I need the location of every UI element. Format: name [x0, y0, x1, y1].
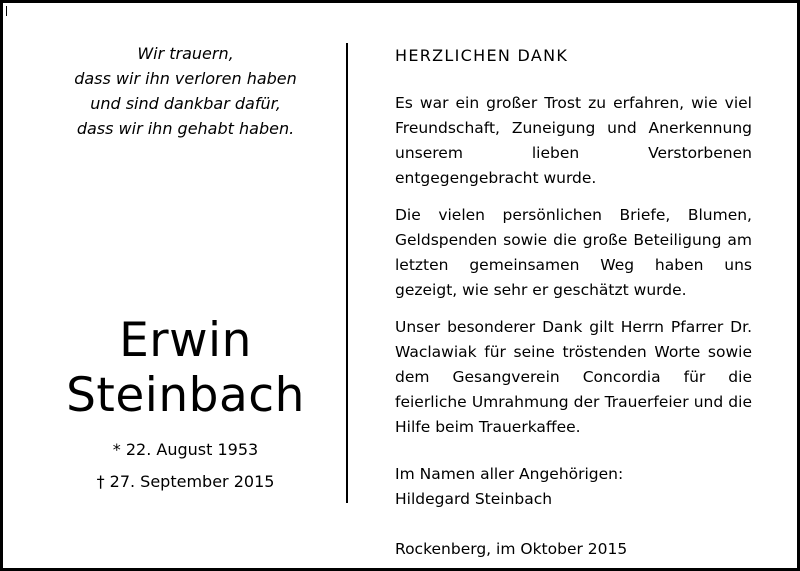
first-name: Erwin [119, 313, 252, 368]
place-date: Rockenberg, im Oktober 2015 [395, 540, 628, 558]
thanks-paragraph: Es war ein großer Trost zu erfahren, wie viel Freundschaft, Zuneigung und Anerkennung unserem lieben Verstorbenen entgegengebracht wurde. [395, 94, 752, 187]
thanks-column [395, 43, 752, 562]
poem-line: dass wir ihn gehabt haben. [76, 119, 295, 138]
birth-date: * 22. August 1953 [112, 440, 259, 459]
thanks-paragraph: Die vielen persönlichen Briefe, Blumen, Geldspenden sowie die große Beteiligung am letzten gemeinsamen Weg haben uns gezeigt, wie sehr er geschätzt wurde. [395, 206, 752, 299]
column-divider [346, 43, 348, 503]
poem-line: dass wir ihn verloren haben [74, 69, 297, 88]
thanks-heading: HERZLICHEN DANK [395, 46, 569, 65]
life-dates [3, 434, 368, 498]
closing-block [395, 462, 752, 512]
signatory: Hildegard Steinbach [395, 490, 553, 508]
deceased-name [3, 313, 368, 423]
closing-line: Im Namen aller Angehörigen: [395, 465, 624, 483]
poem-line: Wir trauern, [137, 44, 234, 63]
left-column [3, 3, 348, 568]
last-name: Steinbach [66, 368, 305, 423]
thanks-paragraph: Unser besonderer Dank gilt Herrn Pfarrer Dr. Waclawiak für seine tröstenden Worte sowie dem Gesangverein Concordia für die feierliche Umrahmung der Trauerfeier und die Hilfe beim Trauerkaffee. [395, 318, 752, 436]
death-date: † 27. September 2015 [96, 472, 275, 491]
memorial-poem [3, 41, 368, 141]
poem-line: und sind dankbar dafür, [90, 94, 281, 113]
